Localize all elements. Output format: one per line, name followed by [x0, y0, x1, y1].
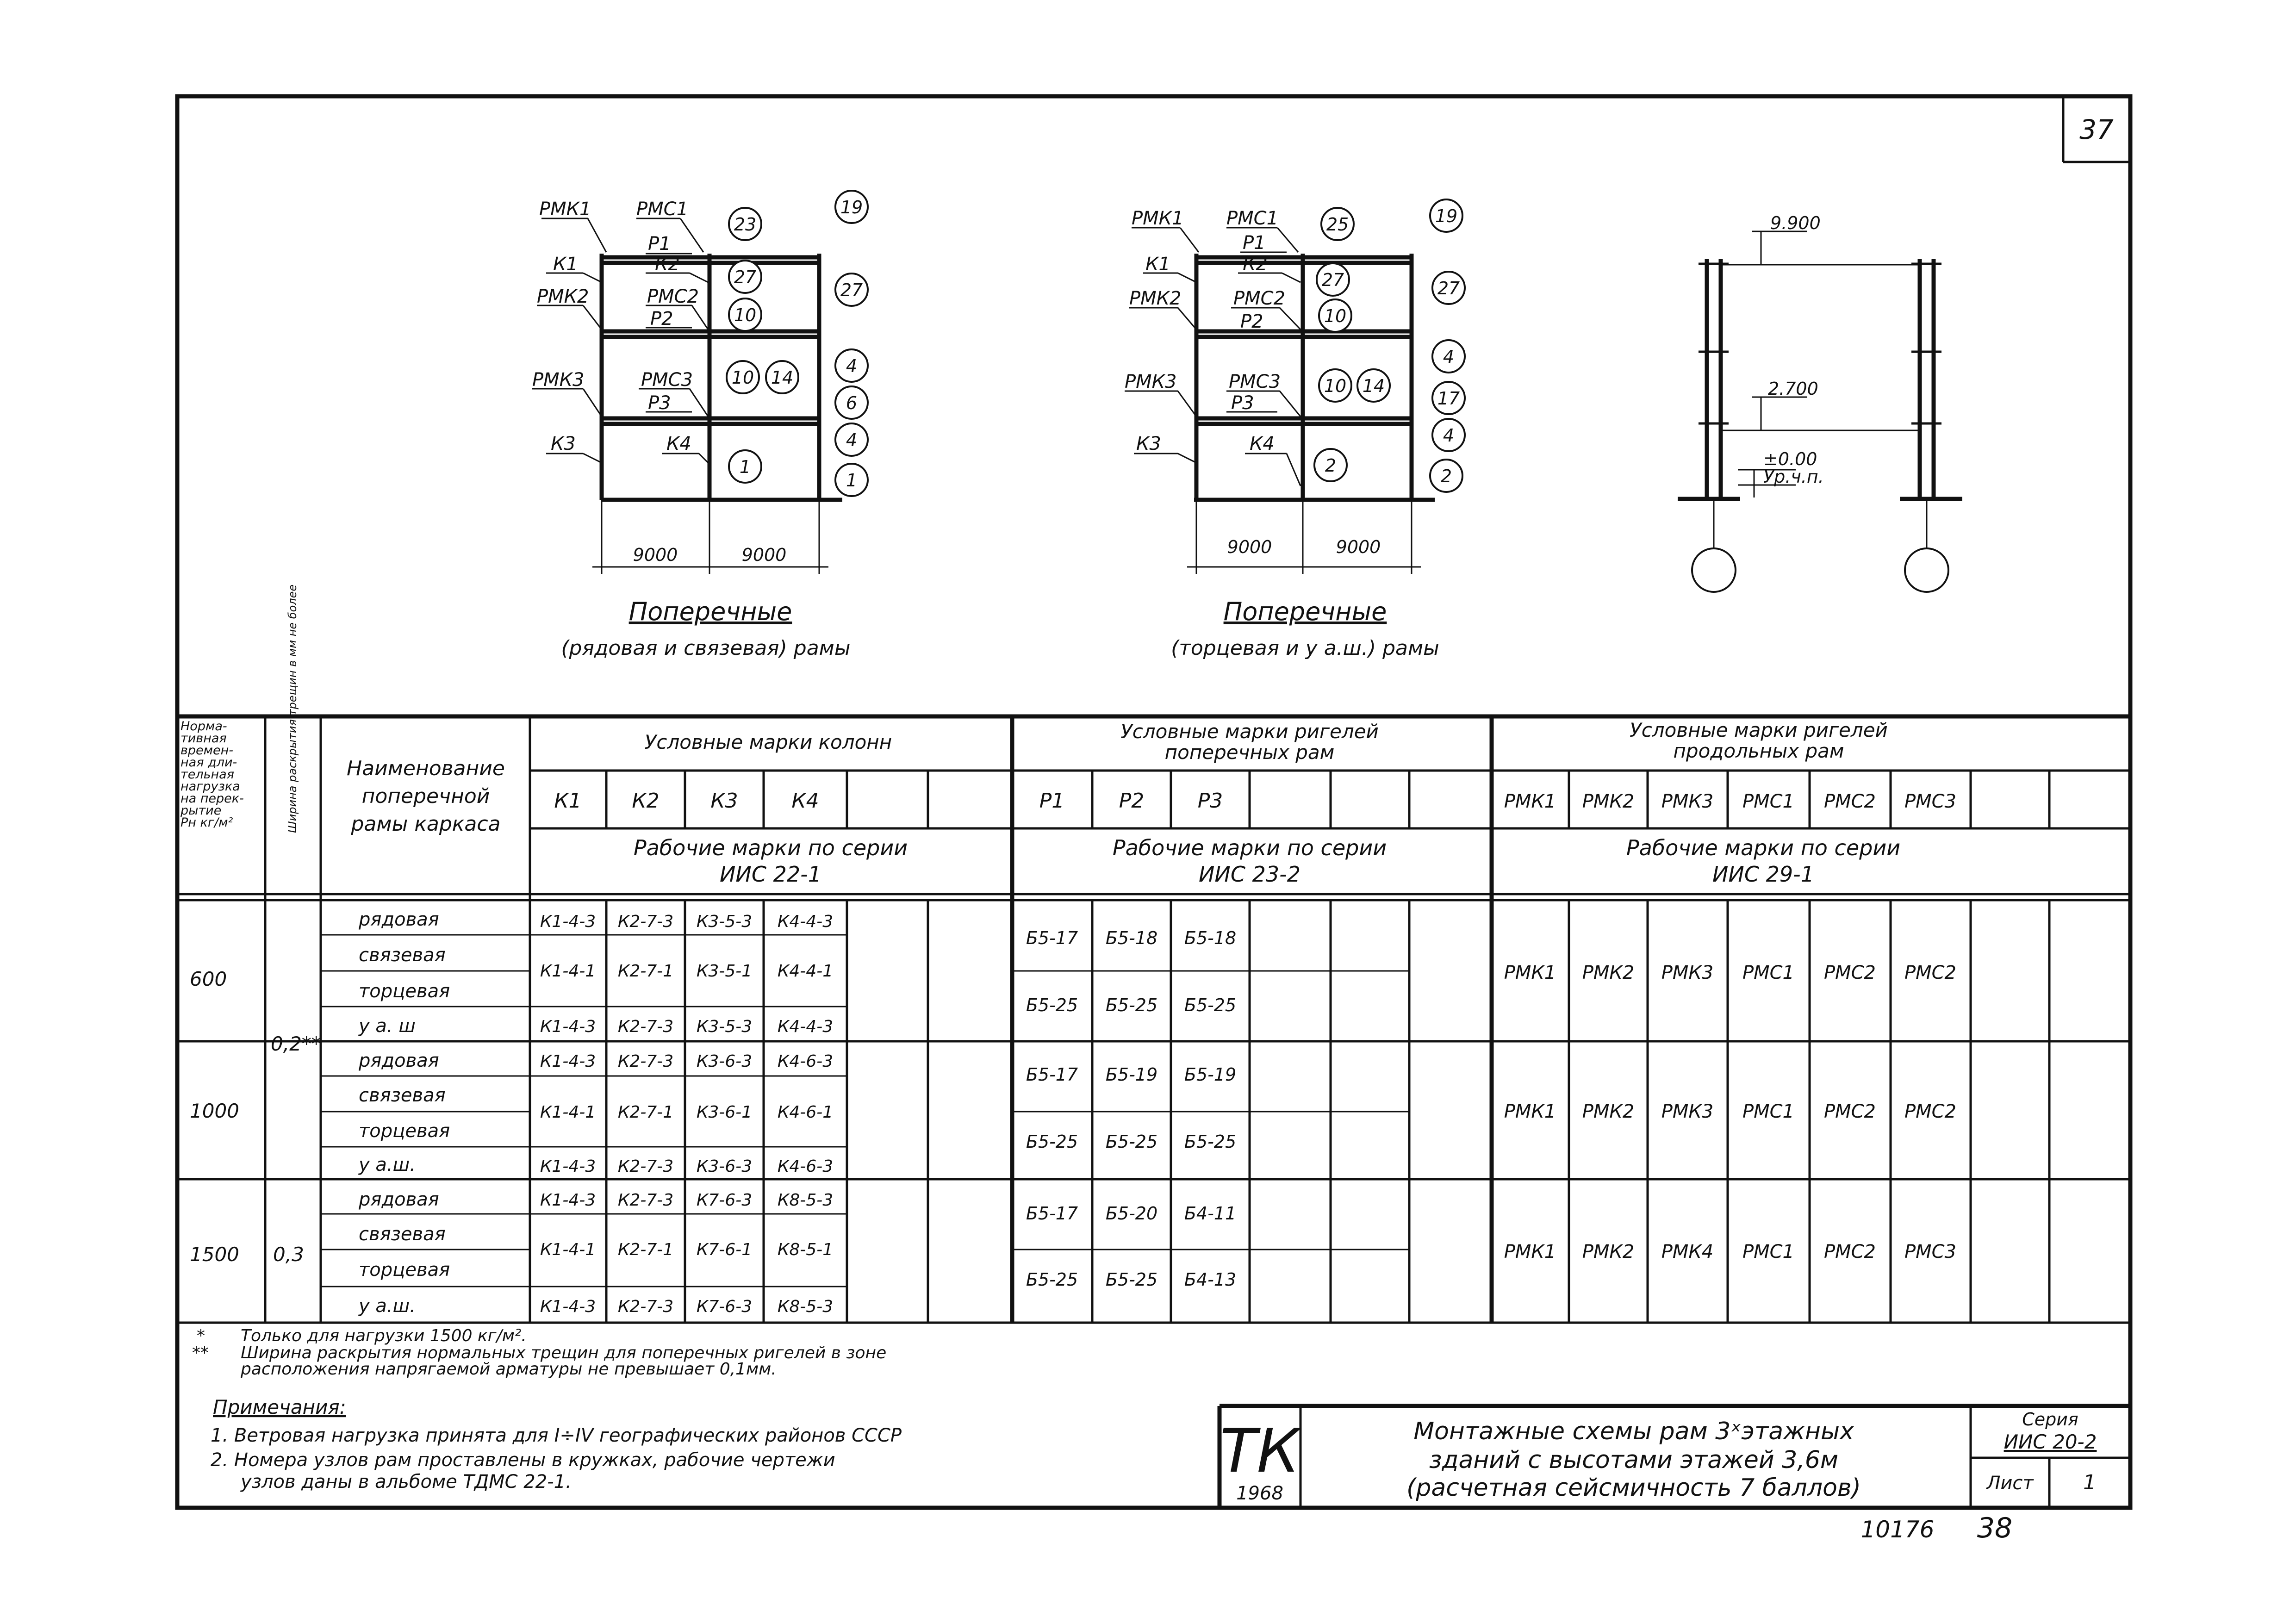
- column-work-mark: К1-4-1: [540, 1103, 596, 1122]
- page-number: 38: [1977, 1512, 2013, 1544]
- frame-type: рядовая: [359, 909, 439, 930]
- frame-type: у а. ш: [359, 1015, 416, 1037]
- header-load-line: рытие: [180, 803, 222, 818]
- column-work-mark: К2-7-3: [617, 1297, 674, 1316]
- node-number: 17: [1437, 388, 1460, 409]
- column-mark: К1: [554, 789, 582, 813]
- load-value: 600: [190, 968, 227, 990]
- level-zero: ±0.00: [1763, 449, 1817, 469]
- label-rmk1: РМК1: [1132, 208, 1184, 229]
- frame-type: связевая: [359, 1085, 446, 1106]
- long-mark: РМК3: [1661, 791, 1714, 812]
- frame-type: связевая: [359, 1224, 446, 1245]
- label-p3: Р3: [1231, 392, 1254, 414]
- series-label: Серия: [2022, 1409, 2078, 1430]
- label-p2: Р2: [650, 308, 673, 330]
- archive-number: 10176: [1860, 1516, 1935, 1543]
- header-load-line: Рн кг/м²: [180, 815, 233, 830]
- label-k3: К3: [551, 433, 576, 454]
- long-work-mark: РМК4: [1661, 1241, 1714, 1262]
- node-number: 14: [771, 367, 794, 388]
- header-frame-name: поперечной: [361, 784, 490, 808]
- column-work-mark: К4-4-3: [777, 1017, 834, 1036]
- notes-title: Примечания:: [213, 1396, 346, 1418]
- frame-type: рядовая: [359, 1050, 439, 1071]
- column-work-mark: К1-4-3: [540, 1297, 596, 1316]
- load-value: 1000: [190, 1100, 239, 1122]
- label-p2: Р2: [1240, 311, 1263, 332]
- node-number: 10: [1324, 306, 1347, 326]
- girder-work-mark: Б5-25: [1184, 1132, 1237, 1152]
- column-work-mark: К4-6-3: [777, 1052, 834, 1071]
- column-work-mark: К1-4-1: [540, 1240, 596, 1259]
- girder-mark: Р2: [1119, 789, 1145, 813]
- long-mark: РМС1: [1742, 791, 1795, 812]
- elevation-diagram: [1678, 231, 1962, 592]
- work-marks-long: ИИС 29-1: [1712, 862, 1814, 887]
- column-work-mark: К1-4-3: [540, 1157, 596, 1176]
- long-work-mark: РМК2: [1582, 962, 1635, 983]
- girder-work-mark: Б4-11: [1184, 1203, 1237, 1224]
- long-mark: РМС2: [1823, 791, 1876, 812]
- work-marks-girders: Рабочие марки по серии: [1112, 835, 1387, 860]
- label-p3: Р3: [648, 392, 671, 414]
- column-work-mark: К3-6-3: [696, 1052, 753, 1071]
- header-frame-name: Наименование: [347, 757, 505, 780]
- node-number: 10: [734, 305, 757, 325]
- work-marks-girders: ИИС 23-2: [1199, 862, 1300, 887]
- node-number: 27: [1437, 278, 1460, 298]
- long-work-mark: РМК1: [1504, 1101, 1556, 1122]
- node-number: 19: [1435, 206, 1458, 226]
- column-work-mark: К4-4-3: [777, 912, 834, 931]
- column-work-mark: К4-6-1: [777, 1103, 834, 1122]
- node-number: 1: [846, 470, 858, 491]
- crack-width-value: 0,3: [273, 1243, 304, 1266]
- node-number: 4: [846, 430, 858, 450]
- label-rmk2: РМК2: [1129, 288, 1182, 309]
- long-mark: РМС3: [1904, 791, 1957, 812]
- label-k1: К1: [1145, 254, 1170, 275]
- label-k4: К4: [666, 433, 691, 454]
- title-line-3: (расчетная сейсмичность 7 баллов): [1406, 1474, 1861, 1502]
- frame-type: торцевая: [359, 1259, 450, 1281]
- long-work-mark: РМК1: [1504, 1241, 1556, 1262]
- long-work-mark: РМК3: [1661, 1101, 1714, 1122]
- girder-work-mark: Б5-17: [1026, 1064, 1078, 1085]
- label-rms2: РМС2: [1233, 288, 1286, 309]
- organization-logo: ТК: [1220, 1416, 1300, 1486]
- header-load-line: тивная: [180, 731, 227, 746]
- column-work-mark: К8-5-3: [777, 1297, 834, 1316]
- note-1: 1. Ветровая нагрузка принята для I÷IV географических районов СССР: [211, 1425, 902, 1446]
- column-work-mark: К1-4-3: [540, 1017, 596, 1036]
- girder-work-mark: Б5-19: [1105, 1064, 1158, 1085]
- column-work-mark: К4-6-3: [777, 1157, 834, 1176]
- header-load-line: тельная: [180, 767, 234, 782]
- node-number: 10: [731, 367, 754, 388]
- label-rms3: РМС3: [641, 369, 693, 391]
- label-rmk2: РМК2: [537, 286, 589, 307]
- header-long-marks: продольных рам: [1673, 740, 1844, 762]
- frame-type: у а.ш.: [359, 1154, 416, 1175]
- frame-type: торцевая: [359, 981, 450, 1002]
- footnote-2-cont: расположения напрягаемой арматуры не превышает 0,1мм.: [241, 1360, 777, 1379]
- node-number: 4: [846, 356, 858, 376]
- footnote-mark: *: [197, 1326, 205, 1345]
- node-number: 23: [734, 214, 757, 235]
- dimension-span: 9000: [1227, 537, 1272, 557]
- girder-mark: Р1: [1039, 789, 1065, 813]
- title-line-2: зданий с высотами этажей 3,6м: [1429, 1446, 1839, 1474]
- girder-work-mark: Б5-19: [1184, 1064, 1237, 1085]
- node-number: 4: [1443, 425, 1455, 446]
- header-frame-name: рамы каркаса: [351, 812, 501, 836]
- column-work-mark: К3-6-1: [696, 1103, 753, 1122]
- column-work-mark: К3-5-3: [696, 1017, 753, 1036]
- sheet-number: 37: [2079, 114, 2114, 145]
- frame-type: торцевая: [359, 1120, 450, 1142]
- header-load-line: Норма-: [180, 719, 227, 734]
- girder-work-mark: Б5-17: [1026, 1203, 1078, 1224]
- dimension-span: 9000: [633, 545, 678, 565]
- series-value: ИИС 20-2: [2004, 1430, 2097, 1453]
- label-k4: К4: [1250, 433, 1275, 454]
- frame-type: рядовая: [359, 1189, 439, 1210]
- column-work-mark: К1-4-3: [540, 1052, 596, 1071]
- node-number: 14: [1362, 376, 1385, 396]
- column-work-mark: К7-6-3: [696, 1297, 753, 1316]
- header-crack-width: Ширина раскрытия трещин в мм не более: [286, 584, 299, 833]
- label-rms1: РМС1: [636, 199, 689, 220]
- label-k1: К1: [553, 254, 578, 275]
- column-work-mark: К2-7-3: [617, 1017, 674, 1036]
- frame-type: у а.ш.: [359, 1295, 416, 1317]
- label-rms1: РМС1: [1226, 208, 1279, 229]
- long-work-mark: РМС2: [1823, 962, 1876, 983]
- dimension-span: 9000: [741, 545, 787, 565]
- column-work-mark: К1-4-3: [540, 912, 596, 931]
- node-number: 27: [1321, 270, 1344, 290]
- header-load-line: нагрузка: [180, 779, 240, 794]
- node-number: 27: [840, 280, 863, 300]
- column-work-mark: К2-7-1: [617, 962, 674, 981]
- header-load-line: ная дли-: [180, 755, 237, 770]
- title-year: 1968: [1236, 1483, 1283, 1504]
- long-work-mark: РМС2: [1823, 1101, 1876, 1122]
- girder-work-mark: Б5-20: [1105, 1203, 1158, 1224]
- dimension-span: 9000: [1336, 537, 1381, 557]
- footnote-2: Ширина раскрытия нормальных трещин для поперечных ригелей в зоне: [241, 1343, 887, 1362]
- column-work-mark: К1-4-1: [540, 962, 596, 981]
- girder-work-mark: Б5-18: [1184, 928, 1237, 948]
- sheet-label: Лист: [1986, 1473, 2034, 1494]
- footnote-mark: **: [192, 1343, 209, 1362]
- column-work-mark: К2-7-1: [617, 1103, 674, 1122]
- work-marks-columns: ИИС 22-1: [720, 862, 821, 887]
- girder-mark: Р3: [1197, 789, 1223, 813]
- header-long-marks: Условные марки ригелей: [1630, 719, 1888, 741]
- girder-work-mark: Б5-17: [1026, 928, 1078, 948]
- girder-work-mark: Б5-25: [1184, 995, 1237, 1015]
- node-number: 1: [739, 457, 751, 477]
- column-work-mark: К1-4-3: [540, 1191, 596, 1210]
- node-number: 27: [734, 267, 757, 287]
- level-mid: 2.700: [1768, 379, 1818, 399]
- note-2: 2. Номера узлов рам проставлены в кружках, рабочие чертежи: [211, 1449, 835, 1471]
- column-work-mark: К2-7-3: [617, 1191, 674, 1210]
- label-rmk1: РМК1: [539, 199, 591, 220]
- crack-width-value: 0,2**: [271, 1032, 321, 1055]
- column-work-mark: К2-7-1: [617, 1240, 674, 1259]
- girder-work-mark: Б5-18: [1105, 928, 1158, 948]
- column-work-mark: К2-7-3: [617, 912, 674, 931]
- frame-type: связевая: [359, 945, 446, 966]
- column-work-mark: К2-7-3: [617, 1052, 674, 1071]
- column-work-mark: К3-6-3: [696, 1157, 753, 1176]
- node-number: 2: [1440, 466, 1452, 486]
- label-rmk3: РМК3: [532, 369, 585, 391]
- long-work-mark: РМС2: [1823, 1241, 1876, 1262]
- title-line-1: Монтажные схемы рам 3ˣэтажных: [1413, 1418, 1854, 1445]
- label-rms2: РМС2: [647, 286, 699, 307]
- work-marks-columns: Рабочие марки по серии: [633, 835, 908, 860]
- level-floor: Ур.ч.п.: [1763, 466, 1824, 487]
- column-work-mark: К7-6-1: [696, 1240, 753, 1259]
- node-number: 4: [1443, 347, 1455, 367]
- load-value: 1500: [190, 1243, 239, 1266]
- column-mark: К2: [632, 789, 660, 813]
- long-work-mark: РМС2: [1904, 962, 1957, 983]
- girder-work-mark: Б5-25: [1105, 1269, 1158, 1290]
- subcaption-end: (торцевая и у а.ш.) рамы: [1171, 636, 1439, 660]
- column-work-mark: К8-5-3: [777, 1191, 834, 1210]
- footnote-1: Только для нагрузки 1500 кг/м².: [241, 1326, 527, 1345]
- header-load-line: времен-: [180, 743, 234, 758]
- long-work-mark: РМС1: [1742, 962, 1795, 983]
- girder-work-mark: Б5-25: [1105, 1132, 1158, 1152]
- label-rmk3: РМК3: [1125, 371, 1177, 392]
- girder-work-mark: Б5-25: [1026, 1269, 1078, 1290]
- caption-ordinary: Поперечные: [628, 597, 792, 626]
- caption-end: Поперечные: [1223, 597, 1387, 626]
- long-work-mark: РМС3: [1904, 1241, 1957, 1262]
- label-k2: К2: [1243, 254, 1268, 275]
- long-work-mark: РМС1: [1742, 1101, 1795, 1122]
- column-work-mark: К8-5-1: [777, 1240, 834, 1259]
- long-work-mark: РМС1: [1742, 1241, 1795, 1262]
- girder-work-mark: Б5-25: [1026, 995, 1078, 1015]
- header-girder-marks: Условные марки ригелей: [1120, 720, 1379, 743]
- column-work-mark: К3-5-3: [696, 912, 753, 931]
- node-number: 2: [1325, 455, 1337, 476]
- girder-work-mark: Б5-25: [1026, 1132, 1078, 1152]
- subcaption-ordinary: (рядовая и связевая) рамы: [561, 636, 851, 660]
- girder-work-mark: Б5-25: [1105, 995, 1158, 1015]
- header-girder-marks: поперечных рам: [1164, 741, 1335, 764]
- girder-work-mark: Б4-13: [1184, 1269, 1237, 1290]
- long-work-mark: РМК2: [1582, 1241, 1635, 1262]
- level-top: 9.900: [1770, 213, 1821, 233]
- note-2-cont: узлов даны в альбоме ТДМС 22-1.: [241, 1471, 572, 1492]
- label-p1: Р1: [648, 233, 671, 255]
- column-work-mark: К3-5-1: [696, 962, 753, 981]
- label-k2: К2: [655, 254, 680, 275]
- node-number: 6: [846, 393, 858, 413]
- node-number: 10: [1324, 376, 1347, 396]
- label-p1: Р1: [1243, 232, 1266, 254]
- node-number: 19: [840, 197, 863, 218]
- long-mark: РМК2: [1582, 791, 1635, 812]
- long-work-mark: РМС2: [1904, 1101, 1957, 1122]
- sheet-value: 1: [2083, 1471, 2096, 1494]
- header-load-line: на перек-: [180, 791, 244, 806]
- column-mark: К3: [710, 789, 738, 813]
- header-column-marks: Условные марки колонн: [644, 731, 892, 753]
- column-mark: К4: [791, 789, 819, 813]
- long-work-mark: РМК3: [1661, 962, 1714, 983]
- node-number: 25: [1326, 214, 1349, 235]
- label-k3: К3: [1136, 433, 1161, 454]
- long-mark: РМК1: [1504, 791, 1556, 812]
- long-work-mark: РМК2: [1582, 1101, 1635, 1122]
- column-work-mark: К2-7-3: [617, 1157, 674, 1176]
- column-work-mark: К4-4-1: [777, 962, 834, 981]
- work-marks-long: Рабочие марки по серии: [1626, 835, 1901, 860]
- label-rms3: РМС3: [1229, 371, 1281, 392]
- long-work-mark: РМК1: [1504, 962, 1556, 983]
- column-work-mark: К7-6-3: [696, 1191, 753, 1210]
